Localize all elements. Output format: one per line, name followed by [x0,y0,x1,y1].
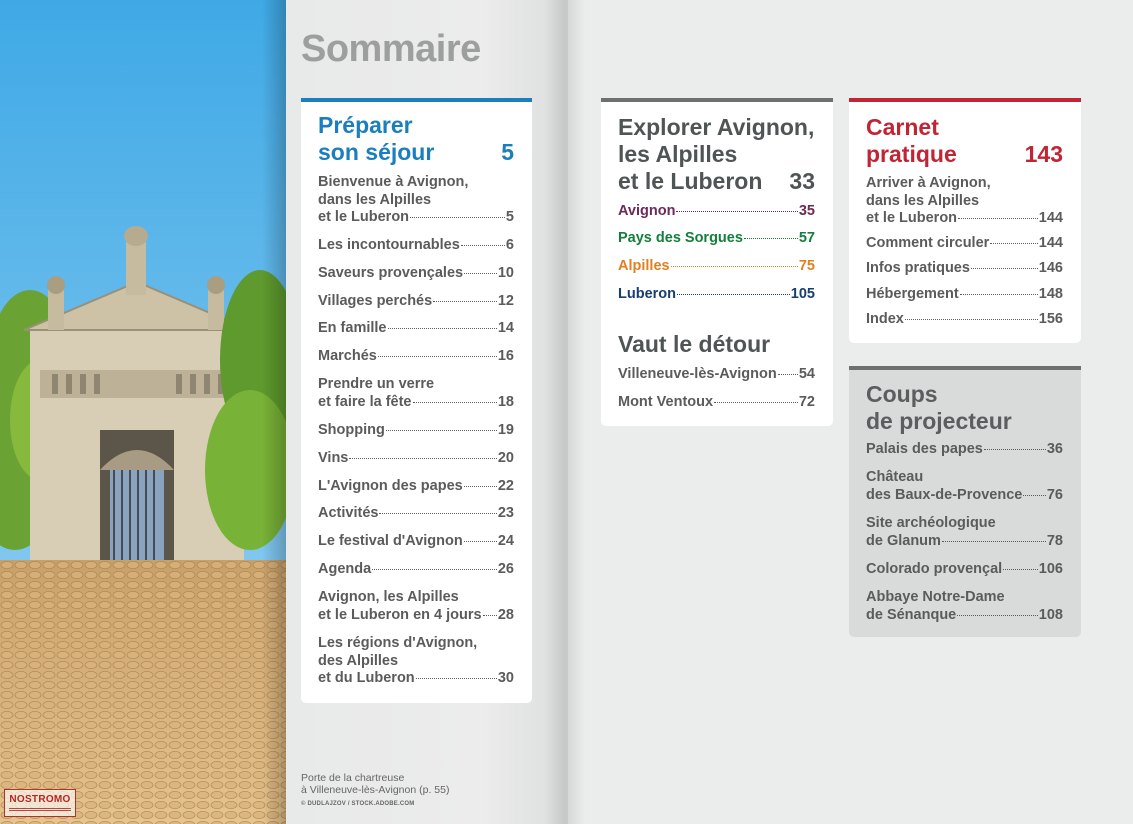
toc-entry[interactable] [318,293,514,311]
toc-entry-page: 18 [497,393,514,410]
section-title: Explorer Avignon, les Alpilles et le Luberon [618,114,815,194]
toc-entry[interactable] [318,505,514,523]
toc-entry-line: dans les Alpilles [866,192,980,209]
leader-dots [483,615,497,616]
leader-dots [676,211,797,212]
section-title: Carnet pratique [866,114,957,167]
photo-credit: © DUDLAJZOV / STOCK.ADOBE.COM [301,801,415,807]
toc-entry-page: 148 [1038,286,1063,302]
toc-entry[interactable] [318,589,514,624]
section-carnet [849,98,1081,343]
toc-entry-label: L'Avignon des papes [318,478,463,494]
leader-dots [464,486,497,487]
leader-dots [677,294,790,295]
leader-dots [386,430,497,431]
toc-entry-label: Palais des papes [866,441,983,457]
toc-entry-page: 76 [1046,486,1063,503]
toc-entry-label: Shopping [318,422,385,438]
photo-caption [301,772,449,810]
leader-dots [984,449,1046,450]
toc-entry-page: 5 [505,209,514,225]
toc-entry[interactable] [318,450,514,468]
toc-entry[interactable] [866,441,1063,459]
toc-entry[interactable] [866,311,1063,329]
leader-dots [971,268,1038,269]
toc-entry-page: 30 [497,670,514,686]
toc-entry-label: Villeneuve-lès-Avignon [618,366,777,382]
leader-dots [410,217,505,218]
leader-dots [464,273,497,274]
toc-entry-page: 106 [1038,561,1063,577]
toc-entry-page: 20 [497,450,514,466]
toc-entry-label: et du Luberon [318,670,415,686]
toc-entry-line: des Alpilles [318,652,399,669]
toc-entry-page: 12 [497,293,514,309]
toc-entry-label: Pays des Sorgues [618,230,743,246]
toc-entry-page: 57 [798,230,815,246]
toc-entry-label: Saveurs provençales [318,265,464,281]
toc-entry-label: et le Luberon [318,209,410,225]
toc-entry-label: Marchés [318,348,377,364]
caption-line: à Villeneuve-lès-Avignon (p. 55) [301,784,450,796]
toc-entry[interactable] [618,258,815,276]
section-explorer [601,98,833,426]
toc-entry-label: Hébergement [866,286,959,302]
toc-entry-label: de Glanum [866,532,941,549]
toc-entry-label: des Baux-de-Provence [866,486,1023,503]
leader-dots [990,243,1038,244]
toc-entry[interactable] [318,348,514,366]
toc-entry-label: Les incontournables [318,237,460,253]
toc-entry[interactable] [318,478,514,496]
page-title: Sommaire [301,28,481,70]
leader-dots [379,513,496,514]
leader-dots [1023,495,1046,496]
leader-dots [349,458,497,459]
section-title: Coups de projecteur [866,381,1012,434]
leader-dots [433,301,497,302]
leader-dots [378,356,497,357]
toc-entry-page: 22 [497,478,514,494]
toc-entry[interactable] [866,589,1063,624]
toc-entry[interactable] [318,174,514,227]
toc-entry[interactable] [318,376,514,411]
leader-dots [461,245,505,246]
toc-entry-label: Index [866,311,904,327]
toc-entry[interactable] [618,203,815,221]
toc-entry[interactable] [618,286,815,304]
leader-dots [1003,569,1038,570]
toc-entry-page: 78 [1046,532,1063,549]
toc-entry[interactable] [318,237,514,255]
leader-dots [957,615,1038,616]
toc-entry[interactable] [866,260,1063,278]
toc-entry-line: dans les Alpilles [318,191,432,208]
toc-entry-page: 36 [1046,441,1063,457]
toc-entry-page: 28 [497,606,514,623]
leader-dots [905,319,1038,320]
chartreuse-gate-illustration [0,0,286,824]
toc-entry[interactable] [618,394,815,412]
cover-photo [0,0,286,824]
toc-entry-label: En famille [318,320,387,336]
toc-entry[interactable] [318,561,514,579]
toc-entry-label: Mont Ventoux [618,394,714,410]
toc-entry-label: Alpilles [618,258,670,274]
toc-entry-label: Le festival d'Avignon [318,533,463,549]
toc-entry[interactable] [318,320,514,338]
section-page-number: 143 [1024,141,1063,167]
leader-dots [464,541,497,542]
toc-entry-page: 26 [497,561,514,577]
toc-entry-label: Vins [318,450,349,466]
toc-entry[interactable] [866,286,1063,304]
toc-entry-label: Activités [318,505,379,521]
toc-entry-label: Agenda [318,561,372,577]
toc-entry-page: 156 [1038,311,1063,327]
toc-entry-page: 144 [1038,235,1063,251]
toc-entry-page: 24 [497,533,514,549]
toc-entry-page: 6 [505,237,514,253]
toc-entry-page: 144 [1038,210,1063,226]
toc-entry-line: Les régions d'Avignon, [318,635,478,651]
toc-entry[interactable] [318,533,514,551]
toc-entry[interactable] [318,265,514,283]
watermark-logo [4,789,76,817]
leader-dots [960,294,1038,295]
toc-entry[interactable] [866,175,1063,228]
toc-entry-label: Avignon [618,203,676,219]
toc-entry-page: 14 [497,320,514,336]
toc-entry-page: 72 [798,394,815,410]
toc-entry-label: Luberon [618,286,676,302]
section-title: Préparer son séjour [318,112,435,165]
leader-dots [958,218,1038,219]
toc-entry-page: 19 [497,422,514,438]
leader-dots [372,569,497,570]
detour-title: Vaut le détour [618,331,771,357]
toc-entry[interactable] [866,235,1063,253]
toc-entry-line: Château [866,469,924,485]
toc-entry-line: Arriver à Avignon, [866,175,991,191]
toc-entry-label: et le Luberon [866,210,958,226]
leader-dots [778,374,798,375]
watermark-text: NOSTROMO [9,794,71,805]
toc-entry-page: 54 [798,366,815,382]
leader-dots [942,541,1046,542]
section-page-number: 5 [501,139,514,165]
toc-entry-page: 108 [1038,606,1063,623]
leader-dots [388,328,497,329]
caption-line: Porte de la chartreuse [301,772,405,784]
toc-entry-page: 23 [497,505,514,521]
leader-dots [413,402,497,403]
toc-entry-line: Prendre un verre [318,376,435,392]
toc-entry[interactable] [618,366,815,384]
toc-entry-label: de Sénanque [866,606,957,623]
leader-dots [714,402,798,403]
section-coups [849,366,1081,637]
toc-entry-page: 10 [497,265,514,281]
toc-entry-line: Avignon, les Alpilles [318,589,459,605]
toc-entry-label: Colorado provençal [866,561,1003,577]
toc-entry-label: Infos pratiques [866,260,970,276]
toc-entry[interactable] [866,469,1063,504]
toc-entry[interactable] [318,635,514,688]
toc-entry-line: Site archéologique [866,515,996,531]
toc-entry-line: Bienvenue à Avignon, [318,174,469,190]
toc-entry-label: et le Luberon en 4 jours [318,606,482,623]
toc-entry-page: 146 [1038,260,1063,276]
toc-entry-label: Comment circuler [866,235,990,251]
toc-entry[interactable] [618,230,815,248]
toc-entry[interactable] [318,422,514,440]
leader-dots [671,266,798,267]
section-preparer [301,98,532,703]
section-page-number: 33 [789,168,815,194]
toc-entry-label: et faire la fête [318,393,412,410]
toc-entry-page: 105 [790,286,815,302]
toc-entry[interactable] [866,515,1063,550]
toc-entry-page: 75 [798,258,815,274]
toc-entry[interactable] [866,561,1063,579]
toc-entry-page: 35 [798,203,815,219]
toc-entry-line: Abbaye Notre-Dame [866,589,1005,605]
toc-entry-page: 16 [497,348,514,364]
leader-dots [416,678,497,679]
toc-entry-label: Villages perchés [318,293,433,309]
leader-dots [744,238,798,239]
